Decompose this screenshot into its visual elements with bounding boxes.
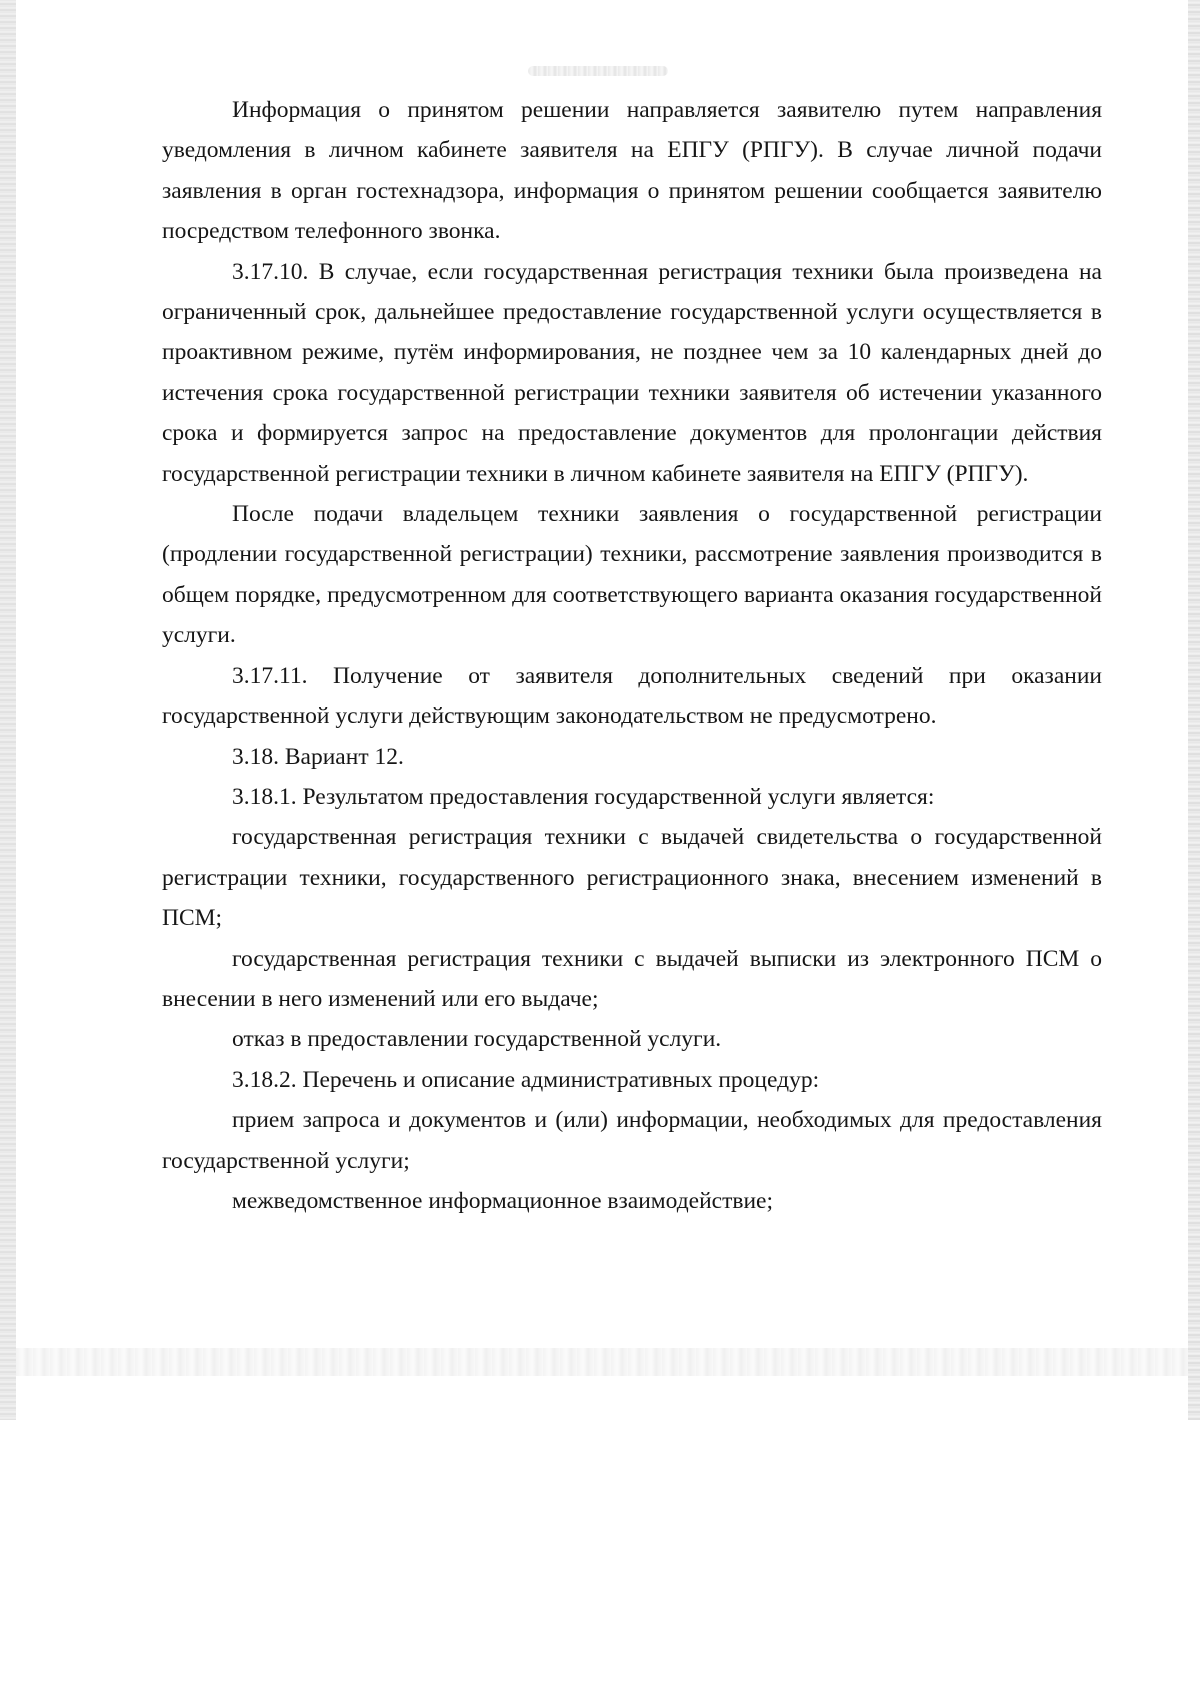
paragraph-decision-info: Информация о принятом решении направляется заявителю путем направления уведомления в личном кабинете заявителя на ЕПГУ (РПГУ). В случае личной подачи заявления в орган гостехнадзора, информация о принятом решении сообщается заявителю посредством телефонного звонка. [162,97,1102,245]
paragraph-3-18-2: 3.18.2. Перечень и описание административных процедур: [232,1066,820,1093]
paragraph-result-extract: государственная регистрация техники с выдачей выписки из электронного ПСМ о внесении в него изменений или его выдаче; [162,945,1102,1012]
paragraph-3-17-10: 3.17.10. В случае, если государственная регистрация техники была произведена на ограниченный срок, дальнейшее предоставление государственной услуги осуществляется в проактивном режиме, путём информирования, не позднее чем за 10 календарных дней до истечения срока государственной регистрации техники заявителя об истечении указанного срока и формируется запрос на предоставление документов для пролонгации действия государственной регистрации техники в личном кабинете заявителя на ЕПГУ (РПГУ). [162,258,1102,487]
scan-edge-right [1188,0,1200,1420]
paragraph-after-submission: После подачи владельцем техники заявления о государственной регистрации (продлении государственной регистрации) техники, рассмотрение заявления производится в общем порядке, предусмотренном для соответствующего варианта оказания государственной услуги. [162,501,1102,649]
paragraph-result-refusal: отказ в предоставлении государственной услуги. [232,1026,722,1053]
document-body [162,90,1102,1221]
paragraph-3-17-11: 3.17.11. Получение от заявителя дополнительных сведений при оказании государственной услуги действующим законодательством не предусмотрено. [162,662,1102,730]
scan-band [16,1348,1188,1376]
paragraph-procedure-intake: прием запроса и документов и (или) информации, необходимых для предоставления государственной услуги; [162,1107,1102,1174]
scan-smudge [528,66,668,76]
paragraph-3-18-1: 3.18.1. Результатом предоставления государственной услуги является: [232,783,935,810]
paragraph-procedure-interagency: межведомственное информационное взаимодействие; [232,1187,774,1214]
paragraph-3-18: 3.18. Вариант 12. [232,743,404,770]
scan-edge-left [0,0,16,1420]
paragraph-result-certificate: государственная регистрация техники с выдачей свидетельства о государственной регистрации техники, государственного регистрационного знака, внесением изменений в ПСМ; [162,824,1102,932]
